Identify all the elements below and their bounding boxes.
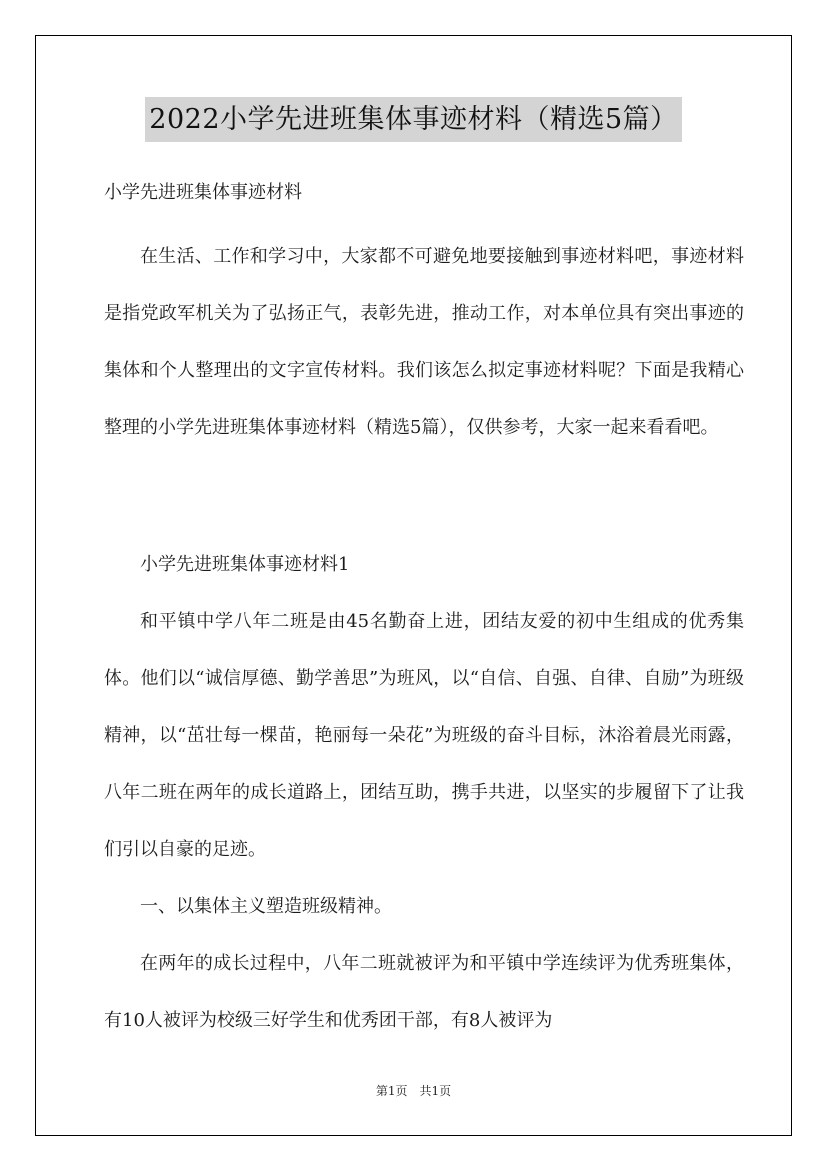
page-total: 共1页 bbox=[419, 1084, 452, 1098]
title-container bbox=[0, 97, 827, 142]
page-footer bbox=[0, 1081, 827, 1101]
document-title: 2022小学先进班集体事迹材料（精选5篇） bbox=[145, 97, 681, 142]
section-heading: 小学先进班集体事迹材料1 bbox=[140, 554, 350, 575]
document-subtitle: 小学先进班集体事迹材料 bbox=[104, 182, 302, 203]
body-paragraph: 和平镇中学八年二班是由45名勤奋上进，团结友爱的初中生组成的优秀集体。他们以“诚信厚德、勤学善思”为班风，以“自信、自强、自律、自励”为班级精神，以“茁壮每一棵苗，艳丽每一朵花”为班级的奋斗目标，沐浴着晨光雨露，八年二班在两年的成长道路上，团结互助，携手共进，以坚实的步履留下了让我们引以自豪的足迹。 bbox=[104, 611, 744, 860]
intro-paragraph: 在生活、工作和学习中，大家都不可避免地要接触到事迹材料吧，事迹材料是指党政军机关为了弘扬正气，表彰先进，推动工作，对本单位具有突出事迹的集体和个人整理出的文字宣传材料。我们该怎么拟定事迹材料呢？下面是我精心整理的小学先进班集体事迹材料（精选5篇），仅供参考，大家一起来看看吧。 bbox=[104, 246, 744, 438]
body-paragraph: 在两年的成长过程中，八年二班就被评为和平镇中学连续评为优秀班集体，有10人被评为校级三好学生和优秀团干部，有8人被评为 bbox=[104, 953, 744, 1031]
document-body bbox=[104, 228, 744, 1049]
blank-line bbox=[104, 456, 744, 536]
body-paragraph: 一、以集体主义塑造班级精神。 bbox=[140, 896, 392, 917]
page-number: 第1页 bbox=[375, 1084, 408, 1098]
